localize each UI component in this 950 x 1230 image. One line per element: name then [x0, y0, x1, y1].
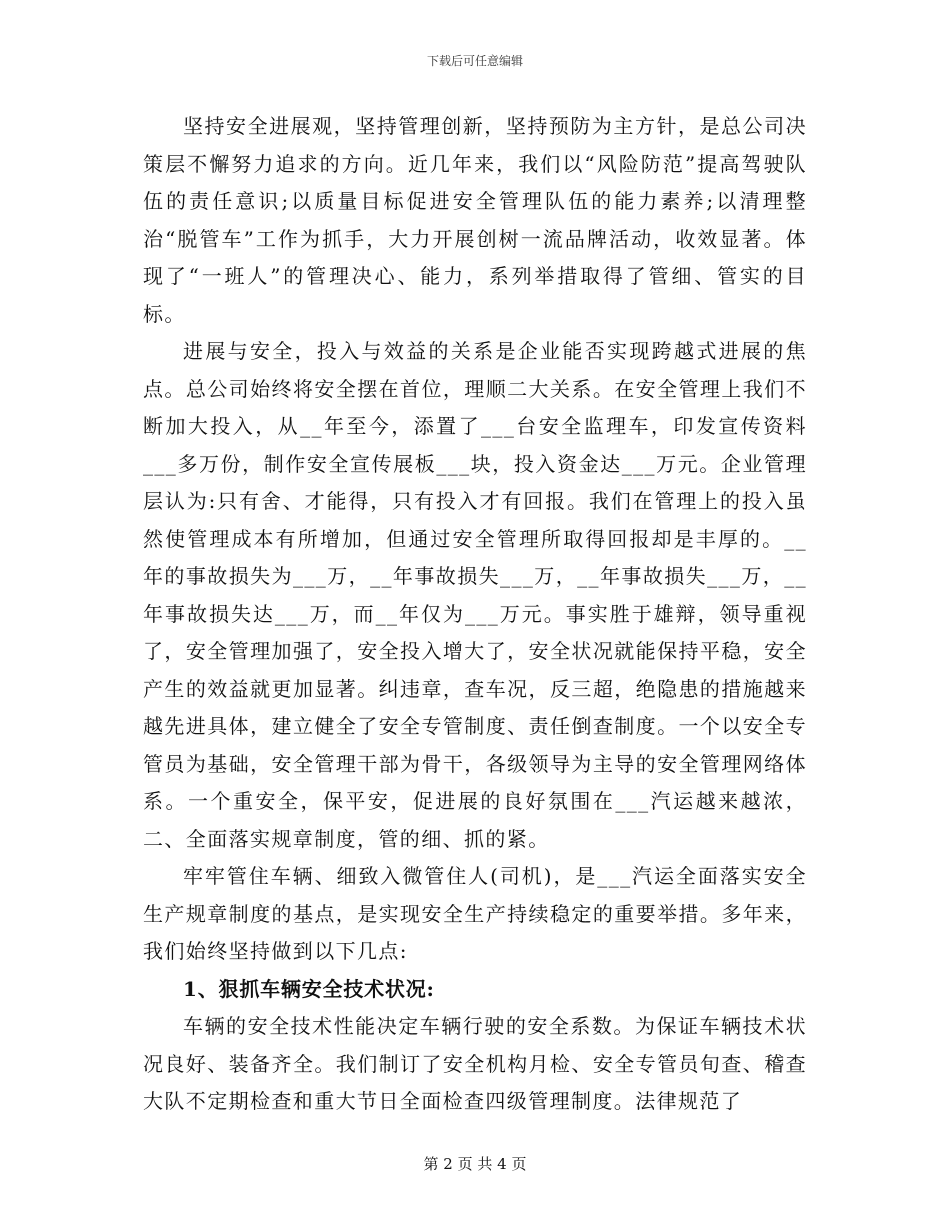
paragraph-2: 进展与安全，投入与效益的关系是企业能否实现跨越式进展的焦点。总公司始终将安全摆在首位，理顺二大关系。在安全管理上我们不断加大投入，从__年至今，添置了___台安全监理车，印发宣传资料___多万份，制作安全宣传展板___块，投入资金达___万元。企业管理层认为:只有舍、才能得，只有投入才有回报。我们在管理上的投入虽然使管理成本有所增加，但通过安全管理所取得回报却是丰厚的。__年的事故损失为___万，__年事故损失___万，__年事故损失___万，__年事故损失达___万，而__年仅为___万元。事实胜于雄辩，领导重视了，安全管理加强了，安全投入增大了，安全状况就能保持平稳，安全产生的效益就更加显著。纠违章，查车况，反三超，绝隐患的措施越来越先进具体，建立健全了安全专管制度、责任倒查制度。一个以安全专管员为基础，安全管理干部为骨干，各级领导为主导的安全管理网络体系。一个重安全，保平安，促进展的良好氛围在___汽运越来越浓，二、全面落实规章制度，管的细、抓的紧。 [143, 339, 807, 851]
page-number: 第 2 页 共 4 页 [423, 1155, 527, 1173]
paragraph-1: 坚持安全进展观，坚持管理创新，坚持预防为主方针，是总公司决策层不懈努力追求的方向。近几年来，我们以“风险防范”提高驾驶队伍的责任意识;以质量目标促进安全管理队伍的能力素养;以清理整治“脱管车”工作为抓手，大力开展创树一流品牌活动，收效显著。体现了“一班人”的管理决心、能力，系列举措取得了管细、管实的目标。 [143, 114, 807, 326]
paragraph-3: 牢牢管住车辆、细致入微管住人(司机)，是___汽运全面落实安全生产规章制度的基点，是实现安全生产持续稳定的重要举措。多年来，我们始终坚持做到以下几点: [143, 864, 807, 963]
page-header-note: 下载后可任意编辑 [426, 54, 523, 68]
paragraph-4: 车辆的安全技术性能决定车辆行驶的安全系数。为保证车辆技术状况良好、装备齐全。我们制订了安全机构月检、安全专管员旬查、稽查大队不定期检查和重大节日全面检查四级管理制度。法律规范了 [143, 1014, 807, 1113]
document-body [143, 108, 807, 1121]
section-heading-1: 1、狠抓车辆安全技术状况: [183, 976, 435, 1001]
